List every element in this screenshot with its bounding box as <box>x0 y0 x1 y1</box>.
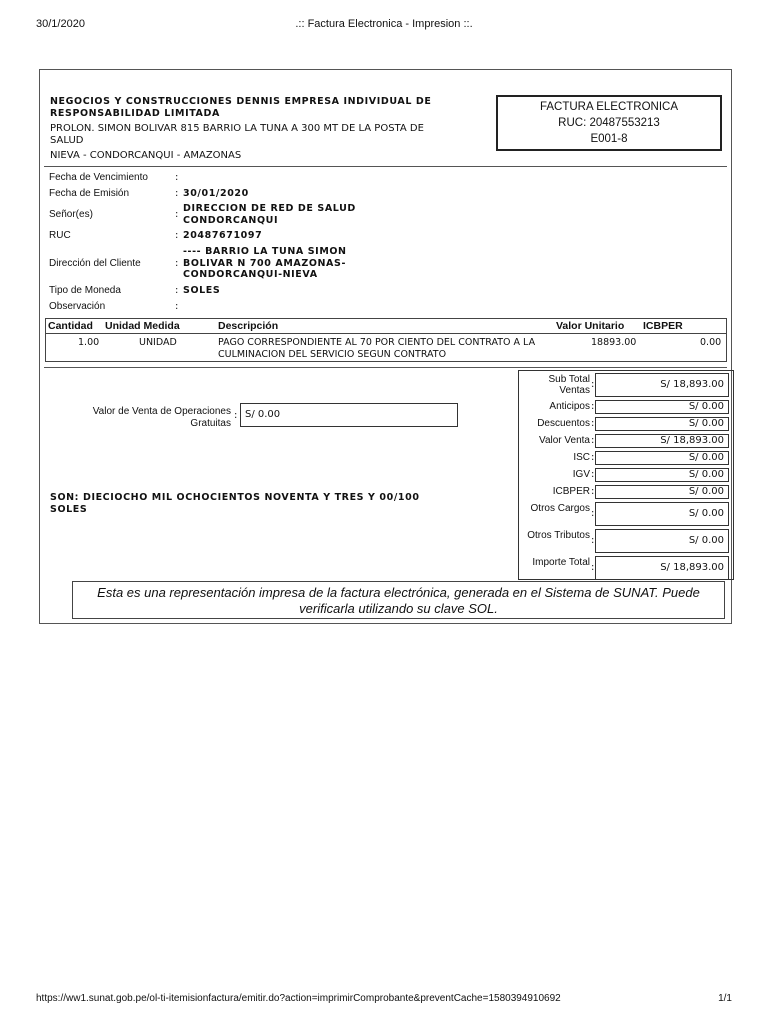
total-label: ICBPER <box>552 486 590 497</box>
total-value: S/ 0.00 <box>595 468 729 482</box>
emision-value: 30/01/2020 <box>183 188 249 199</box>
colon: : <box>591 508 595 519</box>
page-number: 1/1 <box>718 993 732 1004</box>
colon: : <box>175 230 179 241</box>
print-date: 30/1/2020 <box>36 18 85 30</box>
colon: : <box>591 452 595 463</box>
cell-cantidad: 1.00 <box>78 337 100 348</box>
senor-label: Señor(es) <box>49 209 93 220</box>
colon: : <box>591 379 595 390</box>
summary-area <box>44 367 727 582</box>
header-icbper: ICBPER <box>643 320 683 332</box>
header-valor-unitario: Valor Unitario <box>556 320 625 332</box>
total-label: IGV <box>572 469 590 480</box>
total-value: S/ 0.00 <box>595 502 729 526</box>
total-value: S/ 18,893.00 <box>595 556 729 580</box>
invoice-frame <box>39 69 732 624</box>
print-url: https://ww1.sunat.gob.pe/ol-ti-itemisionfactura/emitir.do?action=imprimirComprobante&preventCache=1580394910692 <box>36 993 561 1004</box>
direccion-value: ---- BARRIO LA TUNA SIMON BOLIVAR N 700 AMAZONAS-CONDORCANQUI-NIEVA <box>183 246 347 280</box>
company-address: PROLON. SIMON BOLIVAR 815 BARRIO LA TUNA A 300 MT DE LA POSTA DE SALUD <box>50 123 424 146</box>
vencimiento-label: Fecha de Vencimiento <box>49 172 148 183</box>
total-value: S/ 0.00 <box>595 485 729 499</box>
emision-label: Fecha de Emisión <box>49 188 130 199</box>
header-cantidad: Cantidad <box>48 320 93 332</box>
document-number: E001-8 <box>590 133 628 145</box>
moneda-label: Tipo de Moneda <box>49 285 121 296</box>
cell-valor-unitario: 18893.00 <box>591 337 637 348</box>
total-label: Otros Cargos <box>530 503 590 514</box>
document-type: FACTURA ELECTRONICA <box>539 101 679 113</box>
header-separator <box>44 166 727 167</box>
company-info <box>50 96 445 162</box>
moneda-value: SOLES <box>183 285 221 296</box>
total-label: Descuentos <box>537 418 590 429</box>
total-value: S/ 0.00 <box>595 400 729 414</box>
total-label: Valor Venta <box>539 435 590 446</box>
colon: : <box>234 410 238 421</box>
direccion-label: Dirección del Cliente <box>49 258 141 269</box>
header-descripcion: Descripción <box>218 320 279 332</box>
colon: : <box>591 535 595 546</box>
colon: : <box>591 486 595 497</box>
total-label: Anticipos <box>549 401 590 412</box>
cell-icbper: 0.00 <box>700 337 722 348</box>
document-id-box <box>496 95 722 151</box>
cell-unidad: UNIDAD <box>139 337 177 348</box>
total-value: S/ 0.00 <box>595 529 729 553</box>
items-table <box>45 318 727 362</box>
total-label: ISC <box>573 452 590 463</box>
colon: : <box>175 258 179 269</box>
colon: : <box>591 562 595 573</box>
colon: : <box>175 172 179 183</box>
header-unidad: Unidad Medida <box>105 320 180 332</box>
total-value: S/ 18,893.00 <box>595 434 729 448</box>
ruc-value: 20487671097 <box>183 230 263 241</box>
gratuitas-value: S/ 0.00 <box>240 403 458 427</box>
total-value: S/ 18,893.00 <box>595 373 729 397</box>
amount-in-words: SON: DIECIOCHO MIL OCHOCIENTOS NOVENTA Y TRES Y 00/100 SOLES <box>50 492 420 515</box>
colon: : <box>175 188 179 199</box>
gratuitas-label: Valor de Venta de Operaciones Gratuitas <box>92 406 231 429</box>
print-title: .:: Factura Electronica - Impresion ::. <box>295 18 473 30</box>
totals-panel <box>518 370 734 580</box>
total-label: Importe Total <box>532 557 590 568</box>
senor-value: DIRECCION DE RED DE SALUD CONDORCANQUI <box>183 203 356 226</box>
sunat-notice: Esta es una representación impresa de la factura electrónica, generada en el Sistema de SUNAT. Puede verificarla utilizando su clave SOL. <box>72 581 725 619</box>
ruc-label: RUC <box>49 230 71 241</box>
total-label: Otros Tributos <box>527 530 590 541</box>
observacion-label: Observación <box>49 301 106 312</box>
colon: : <box>175 209 179 220</box>
document-ruc: RUC: 20487553213 <box>558 117 660 129</box>
total-value: S/ 0.00 <box>595 451 729 465</box>
total-value: S/ 0.00 <box>595 417 729 431</box>
company-name: NEGOCIOS Y CONSTRUCCIONES DENNIS EMPRESA INDIVIDUAL DE RESPONSABILIDAD LIMITADA <box>50 96 432 119</box>
colon: : <box>591 469 595 480</box>
colon: : <box>591 435 595 446</box>
colon: : <box>591 401 595 412</box>
colon: : <box>175 301 179 312</box>
cell-descripcion: PAGO CORRESPONDIENTE AL 70 POR CIENTO DEL CONTRATO A LA CULMINACION DEL SERVICIO SEGUN CONTRATO <box>218 337 536 360</box>
colon: : <box>175 285 179 296</box>
total-label: Sub Total Ventas <box>548 374 590 396</box>
items-header <box>46 319 726 334</box>
colon: : <box>591 418 595 429</box>
company-district: NIEVA - CONDORCANQUI - AMAZONAS <box>50 150 242 161</box>
